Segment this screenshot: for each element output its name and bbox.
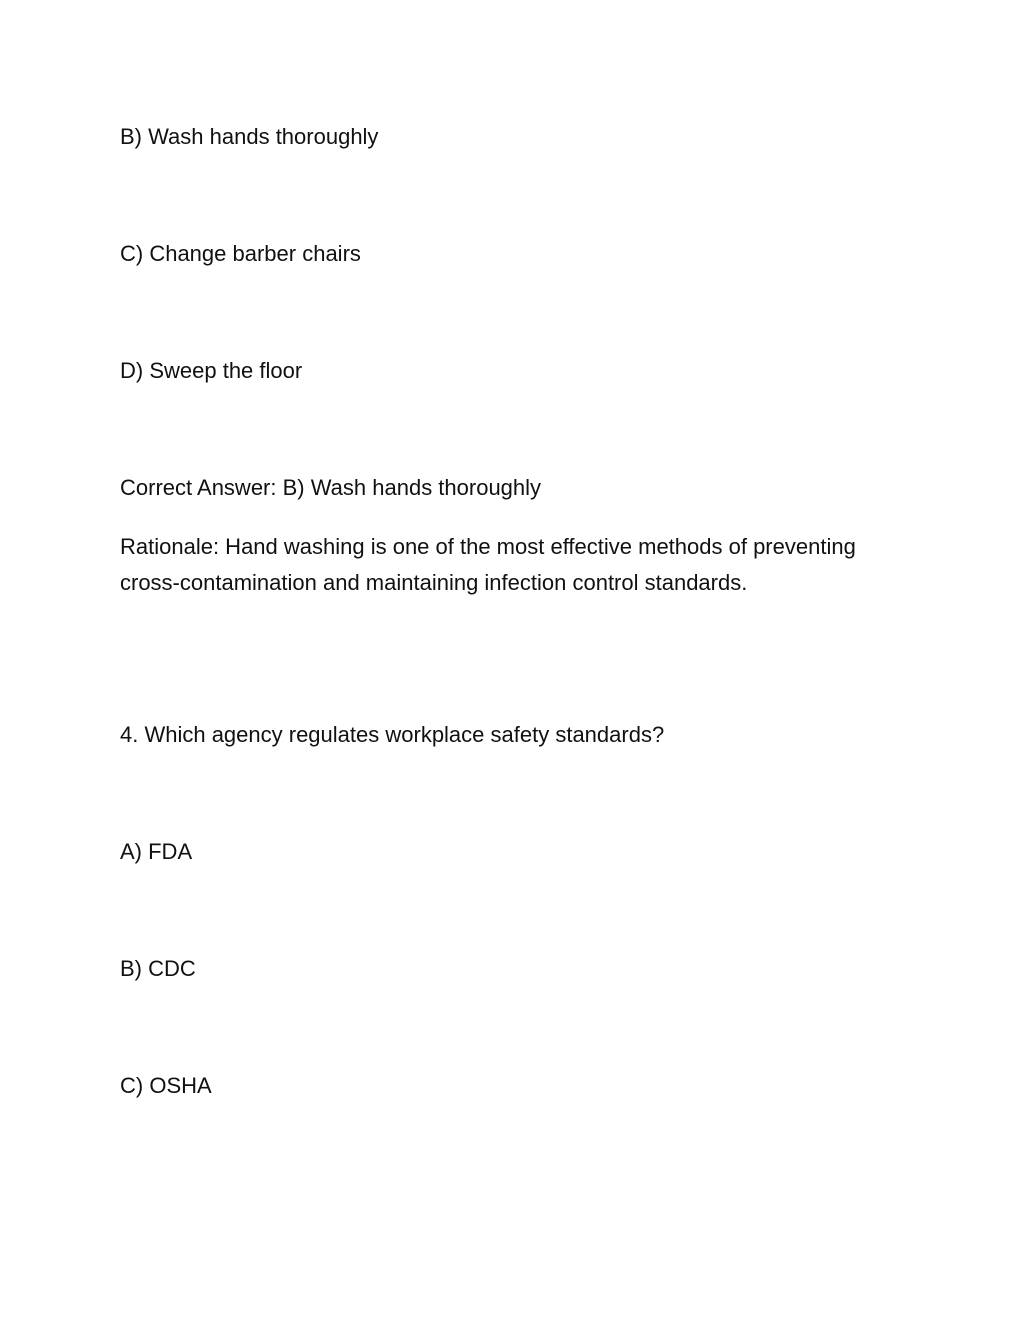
q3-correct-answer: Correct Answer: B) Wash hands thoroughly — [120, 475, 542, 500]
q3-option-d: D) Sweep the floor — [120, 358, 303, 383]
q3-option-c: C) Change barber chairs — [120, 241, 361, 266]
q4-option-b: B) CDC — [120, 956, 196, 981]
q4-option-a: A) FDA — [120, 839, 193, 864]
q3-option-b: B) Wash hands thoroughly — [120, 124, 379, 149]
q3-rationale: Rationale: Hand washing is one of the most effective methods of preventing cross-contamination and maintaining infection control standards. — [120, 534, 856, 595]
q4-question: 4. Which agency regulates workplace safety standards? — [120, 722, 665, 747]
q4-option-c: C) OSHA — [120, 1073, 212, 1098]
